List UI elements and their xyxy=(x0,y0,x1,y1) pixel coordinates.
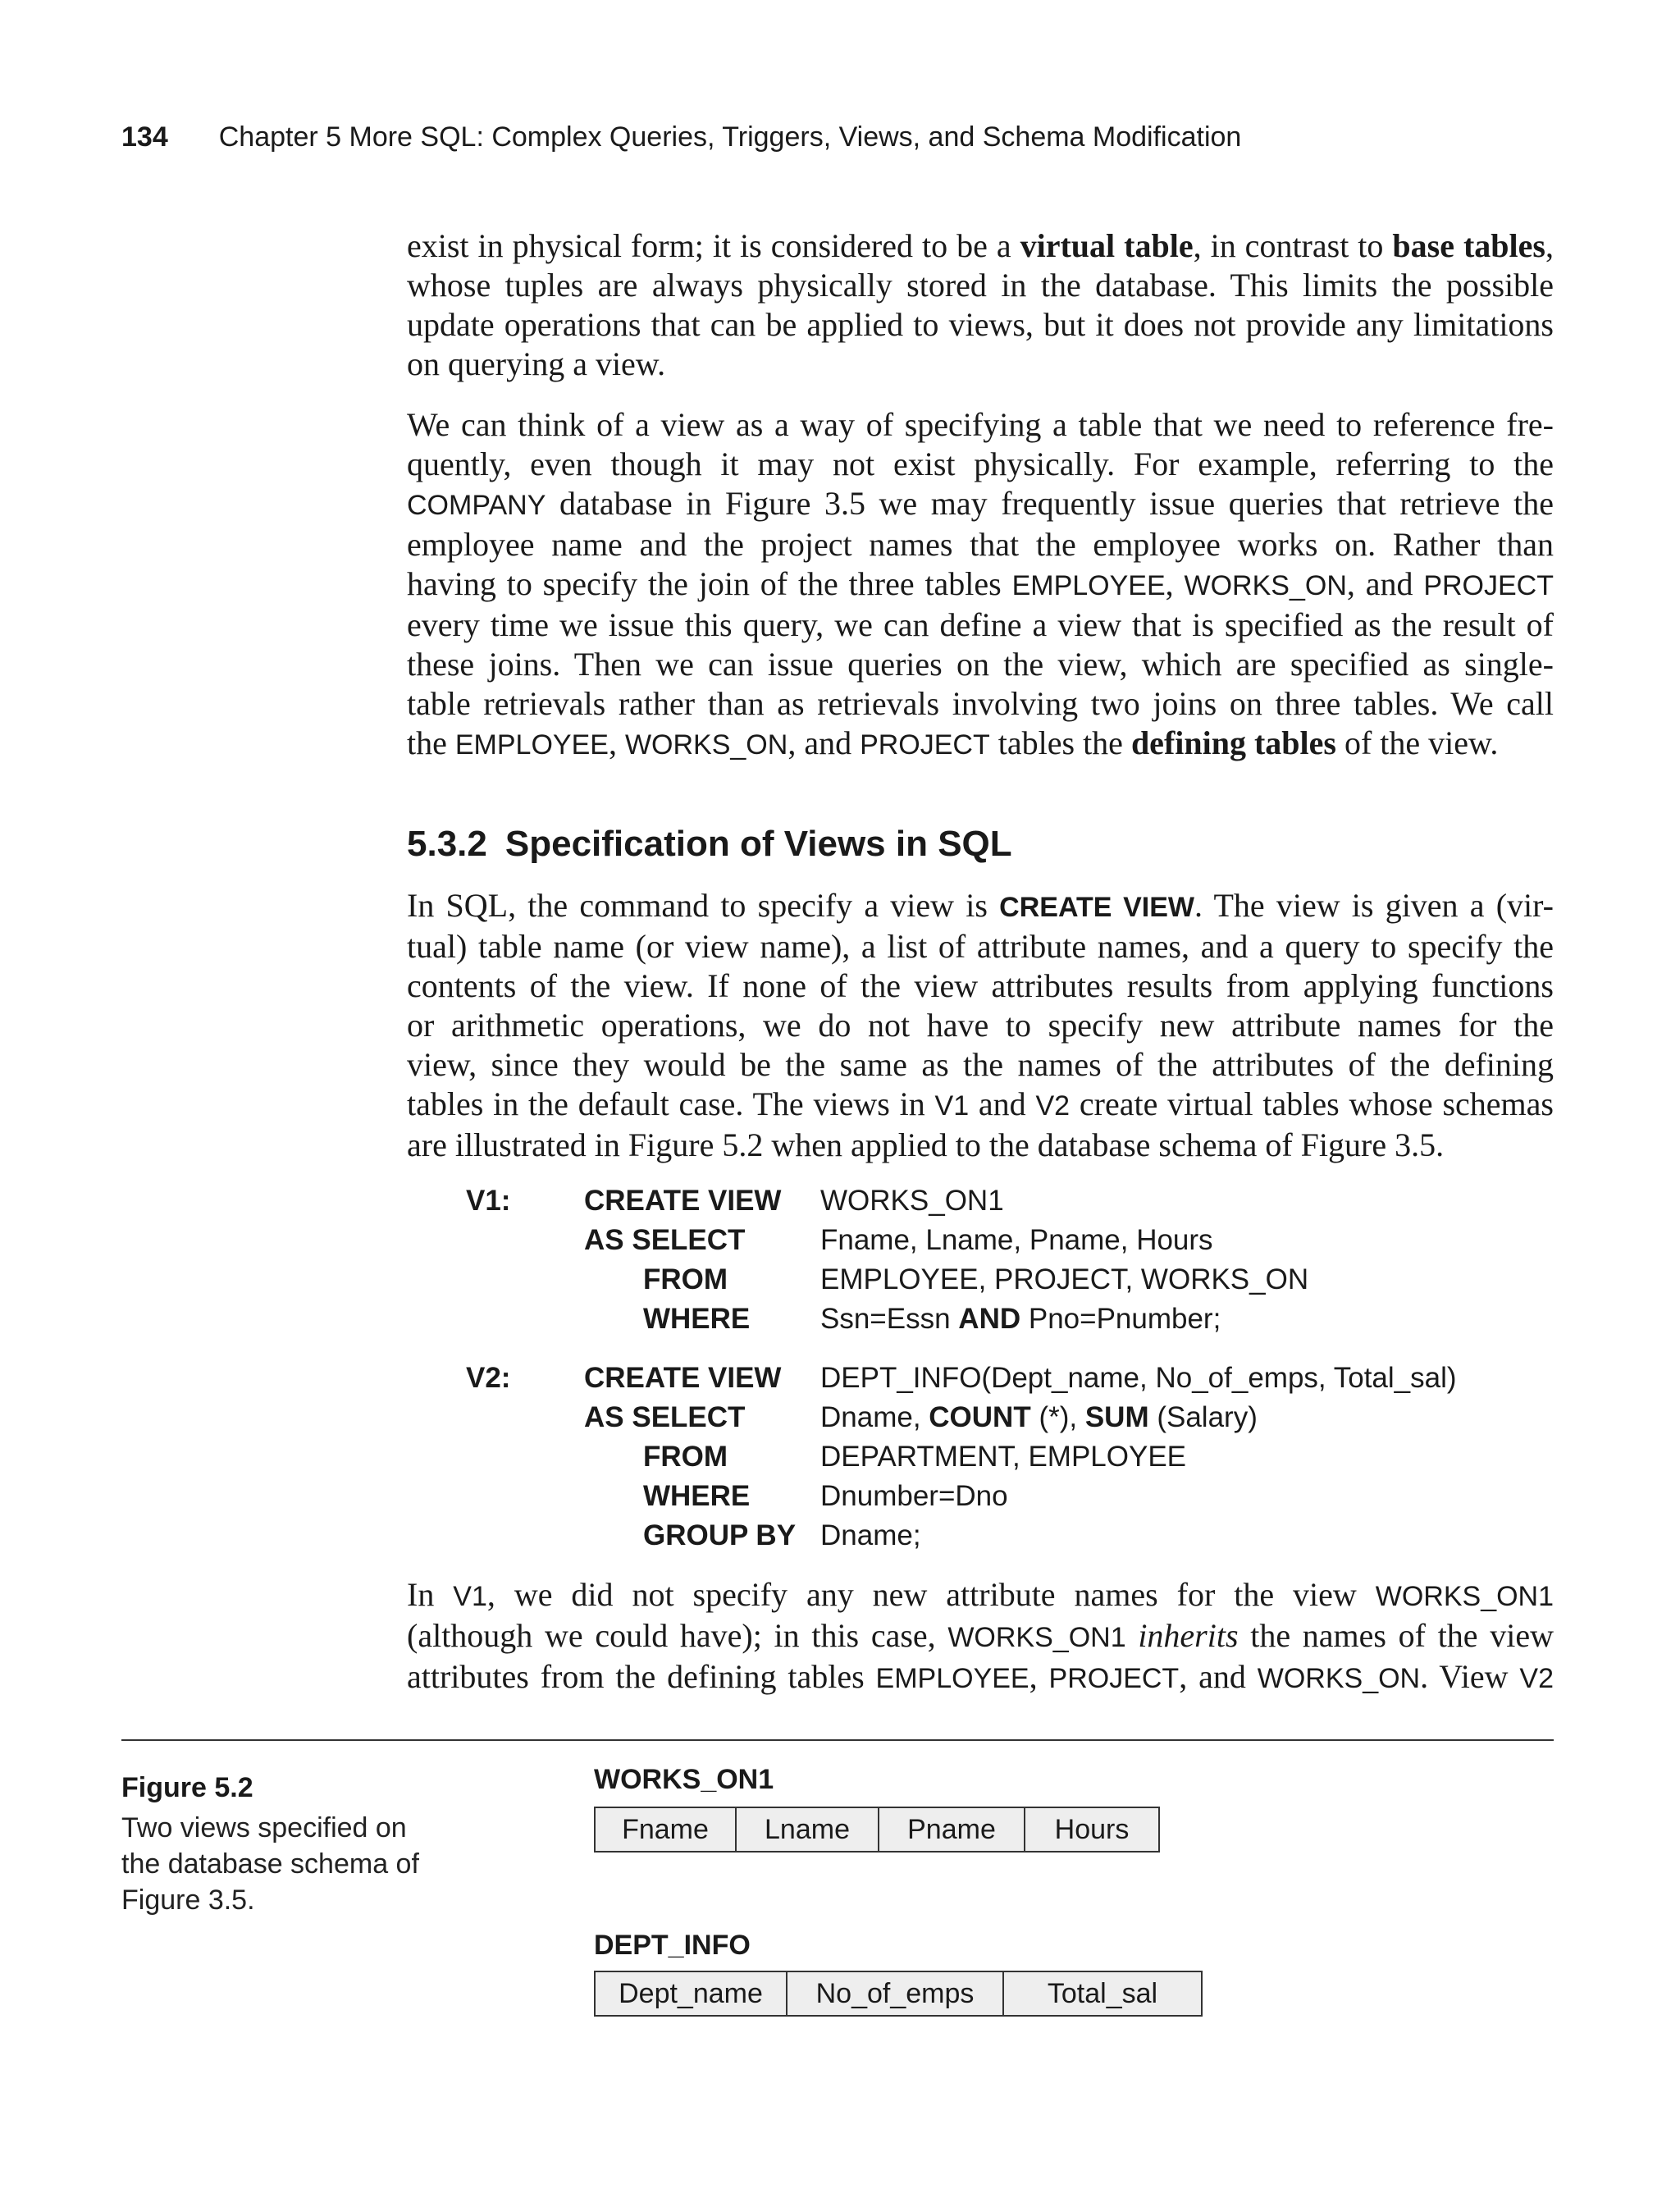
text: and xyxy=(969,1085,1036,1122)
sql-keyword: WHERE xyxy=(643,1303,751,1335)
text: . View xyxy=(1420,1658,1520,1695)
attribute-cell: Hours xyxy=(1054,1814,1130,1845)
relation-name: PROJECT xyxy=(860,729,990,761)
section-heading xyxy=(407,824,1012,865)
figure-divider xyxy=(121,1739,1554,1741)
paragraph-create-view xyxy=(407,886,1554,1165)
text: , we did not specify any new attribute names for the view xyxy=(486,1576,1376,1613)
text: tables the xyxy=(989,724,1131,761)
text: In SQL, the command to specify a view is xyxy=(407,887,1000,924)
caption-line: Figure 3.5. xyxy=(121,1884,255,1916)
text: , xyxy=(1029,1658,1049,1695)
code-value xyxy=(820,1300,1221,1339)
caption-line: Two views specified on xyxy=(121,1812,407,1843)
text-line xyxy=(407,484,1554,525)
code-value: Fname, Lname, Pname, Hours xyxy=(820,1224,1213,1256)
code-text: (Salary) xyxy=(1148,1401,1258,1433)
emphasis: inherits xyxy=(1138,1617,1239,1654)
text: In xyxy=(407,1576,454,1613)
text-line: or arithmetic operations, we do not have to specify new attribute names for the xyxy=(407,1007,1554,1044)
text-line: quently, even though it may not exist physically. For example, referring to the xyxy=(407,445,1554,482)
text-line xyxy=(407,564,1554,605)
text-line xyxy=(407,1657,1554,1698)
view-ref: V2 xyxy=(1519,1663,1554,1694)
sql-keyword: CREATE VIEW xyxy=(584,1362,782,1394)
code-value: WORKS_ON1 xyxy=(820,1185,1004,1217)
text: , and xyxy=(1346,565,1424,602)
sql-keyword: AS SELECT xyxy=(584,1401,746,1433)
text-line: table retrievals rather than as retrievals involving two joins on three tables. We call xyxy=(407,685,1554,722)
code-text: Dname, xyxy=(820,1401,929,1433)
text: having to specify the join of the three tables xyxy=(407,565,1012,602)
attribute-cell: Fname xyxy=(596,1808,737,1851)
relation-name: WORKS_ON xyxy=(1257,1663,1421,1694)
sql-keyword: CREATE VIEW xyxy=(584,1185,782,1217)
figure-label: Figure 5.2 xyxy=(121,1772,253,1803)
code-text: Pno=Pnumber; xyxy=(1020,1303,1221,1335)
text-line xyxy=(407,1616,1554,1657)
text: , xyxy=(1165,565,1185,602)
sql-keyword: WHERE xyxy=(643,1480,751,1512)
text: , xyxy=(1545,227,1554,264)
relation-name: PROJECT xyxy=(1048,1663,1180,1694)
caption-line: the database schema of xyxy=(121,1848,419,1880)
text: , and xyxy=(1179,1658,1258,1695)
relation-name: WORKS_ON1 xyxy=(1375,1581,1554,1612)
text-line xyxy=(407,226,1554,266)
text xyxy=(1126,1617,1139,1654)
text-line: are illustrated in Figure 5.2 when applied to the database schema of Figure 3.5. xyxy=(407,1126,1445,1163)
code-value: Dname; xyxy=(820,1519,921,1551)
text-line xyxy=(407,886,1554,927)
attribute-cell: No_of_emps xyxy=(788,1972,1004,2015)
sql-keyword: AND xyxy=(958,1303,1021,1335)
text: , xyxy=(608,724,625,761)
relation-name: COMPANY xyxy=(407,490,546,521)
text: , and xyxy=(788,724,861,761)
attribute-cell: Dept_name xyxy=(596,1972,788,2015)
text: exist in physical form; it is considered to be a xyxy=(407,227,1020,264)
running-head xyxy=(121,121,1241,153)
text-line: view, since they would be the same as the names of the attributes of the defining xyxy=(407,1046,1554,1083)
text-line: every time we issue this query, we can define a view that is specified as the result of xyxy=(407,606,1554,643)
schema-works-on1 xyxy=(594,1807,1160,1853)
text: create virtual tables whose schemas xyxy=(1070,1085,1554,1122)
text: attributes from the defining tables xyxy=(407,1658,876,1695)
attribute-cell: Total_sal xyxy=(1047,1978,1158,2009)
paragraph-view-example xyxy=(407,405,1554,765)
schema-dept-info xyxy=(594,1971,1203,2017)
view-ref: V2 xyxy=(1035,1090,1071,1122)
paragraph-intro xyxy=(407,226,1554,384)
code-value: EMPLOYEE, PROJECT, WORKS_ON xyxy=(820,1263,1309,1295)
relation-name: EMPLOYEE xyxy=(454,729,609,761)
sql-keyword: FROM xyxy=(643,1263,728,1295)
schema-name-dept-info: DEPT_INFO xyxy=(594,1930,751,1961)
text-line: employee name and the project names that the employee works on. Rather than xyxy=(407,526,1554,563)
text: the names of the view xyxy=(1238,1617,1554,1654)
code-value: DEPT_INFO(Dept_name, No_of_emps, Total_sal) xyxy=(820,1362,1457,1394)
sql-keyword: SUM xyxy=(1084,1401,1149,1433)
text: (although we could have); in this case, xyxy=(407,1617,948,1654)
term-defining-tables: defining tables xyxy=(1130,724,1336,761)
sql-keyword: FROM xyxy=(643,1441,728,1473)
text-line: contents of the view. If none of the view attributes results from applying functions xyxy=(407,967,1554,1004)
text-line: whose tuples are always physically stored in the database. This limits the possible xyxy=(407,267,1554,304)
text-line: We can think of a view as a way of specifying a table that we need to reference fre- xyxy=(407,406,1554,443)
running-title: Chapter 5 More SQL: Complex Queries, Triggers, Views, and Schema Modification xyxy=(218,121,1242,153)
code-label: V2: xyxy=(466,1362,511,1394)
relation-name: WORKS_ON xyxy=(624,729,788,761)
relation-name: EMPLOYEE xyxy=(1011,570,1166,601)
attribute-cell: Pname xyxy=(879,1808,1025,1851)
text-line xyxy=(407,1085,1554,1126)
view-ref: V1 xyxy=(453,1581,487,1612)
code-text: Ssn=Essn xyxy=(820,1303,959,1335)
view-ref: V1 xyxy=(934,1090,970,1122)
figure-caption xyxy=(121,1810,450,1918)
sql-keyword: COUNT xyxy=(929,1401,1031,1433)
text: database in Figure 3.5 we may frequently issue queries that retrieve the xyxy=(546,485,1554,522)
section-number: 5.3.2 xyxy=(407,824,487,864)
relation-name: PROJECT xyxy=(1423,570,1554,601)
text: , in contrast to xyxy=(1193,227,1393,264)
code-label: V1: xyxy=(466,1185,511,1217)
text-line: tual) table name (or view name), a list of attribute names, and a query to specify the xyxy=(407,928,1554,965)
term-base-tables: base tables xyxy=(1392,227,1545,264)
code-value xyxy=(820,1398,1258,1437)
section-title: Specification of Views in SQL xyxy=(504,824,1012,864)
sql-keyword: CREATE VIEW xyxy=(999,892,1194,923)
text-line xyxy=(407,1575,1554,1616)
text-line: these joins. Then we can issue queries on the view, which are specified as single- xyxy=(407,646,1554,683)
sql-keyword: AS SELECT xyxy=(584,1224,746,1256)
sql-keyword: GROUP BY xyxy=(643,1519,797,1551)
text: the xyxy=(407,724,455,761)
page-number: 134 xyxy=(121,121,168,153)
text: of the view. xyxy=(1335,724,1499,761)
text: tables in the default case. The views in xyxy=(407,1085,935,1122)
relation-name: EMPLOYEE xyxy=(875,1663,1029,1694)
code-text: (*), xyxy=(1030,1401,1085,1433)
relation-name: WORKS_ON1 xyxy=(947,1622,1126,1653)
relation-name: WORKS_ON xyxy=(1184,570,1347,601)
paragraph-inherits xyxy=(407,1575,1554,1698)
term-virtual-table: virtual table xyxy=(1020,227,1194,264)
text-line: on querying a view. xyxy=(407,345,666,382)
schema-name-works-on1: WORKS_ON1 xyxy=(594,1764,774,1795)
code-value: DEPARTMENT, EMPLOYEE xyxy=(820,1441,1187,1473)
text-line: update operations that can be applied to views, but it does not provide any limitations xyxy=(407,306,1554,343)
text: . The view is given a (vir- xyxy=(1194,887,1554,924)
attribute-cell: Lname xyxy=(737,1808,879,1851)
code-value: Dnumber=Dno xyxy=(820,1480,1008,1512)
text-line xyxy=(407,724,1554,765)
